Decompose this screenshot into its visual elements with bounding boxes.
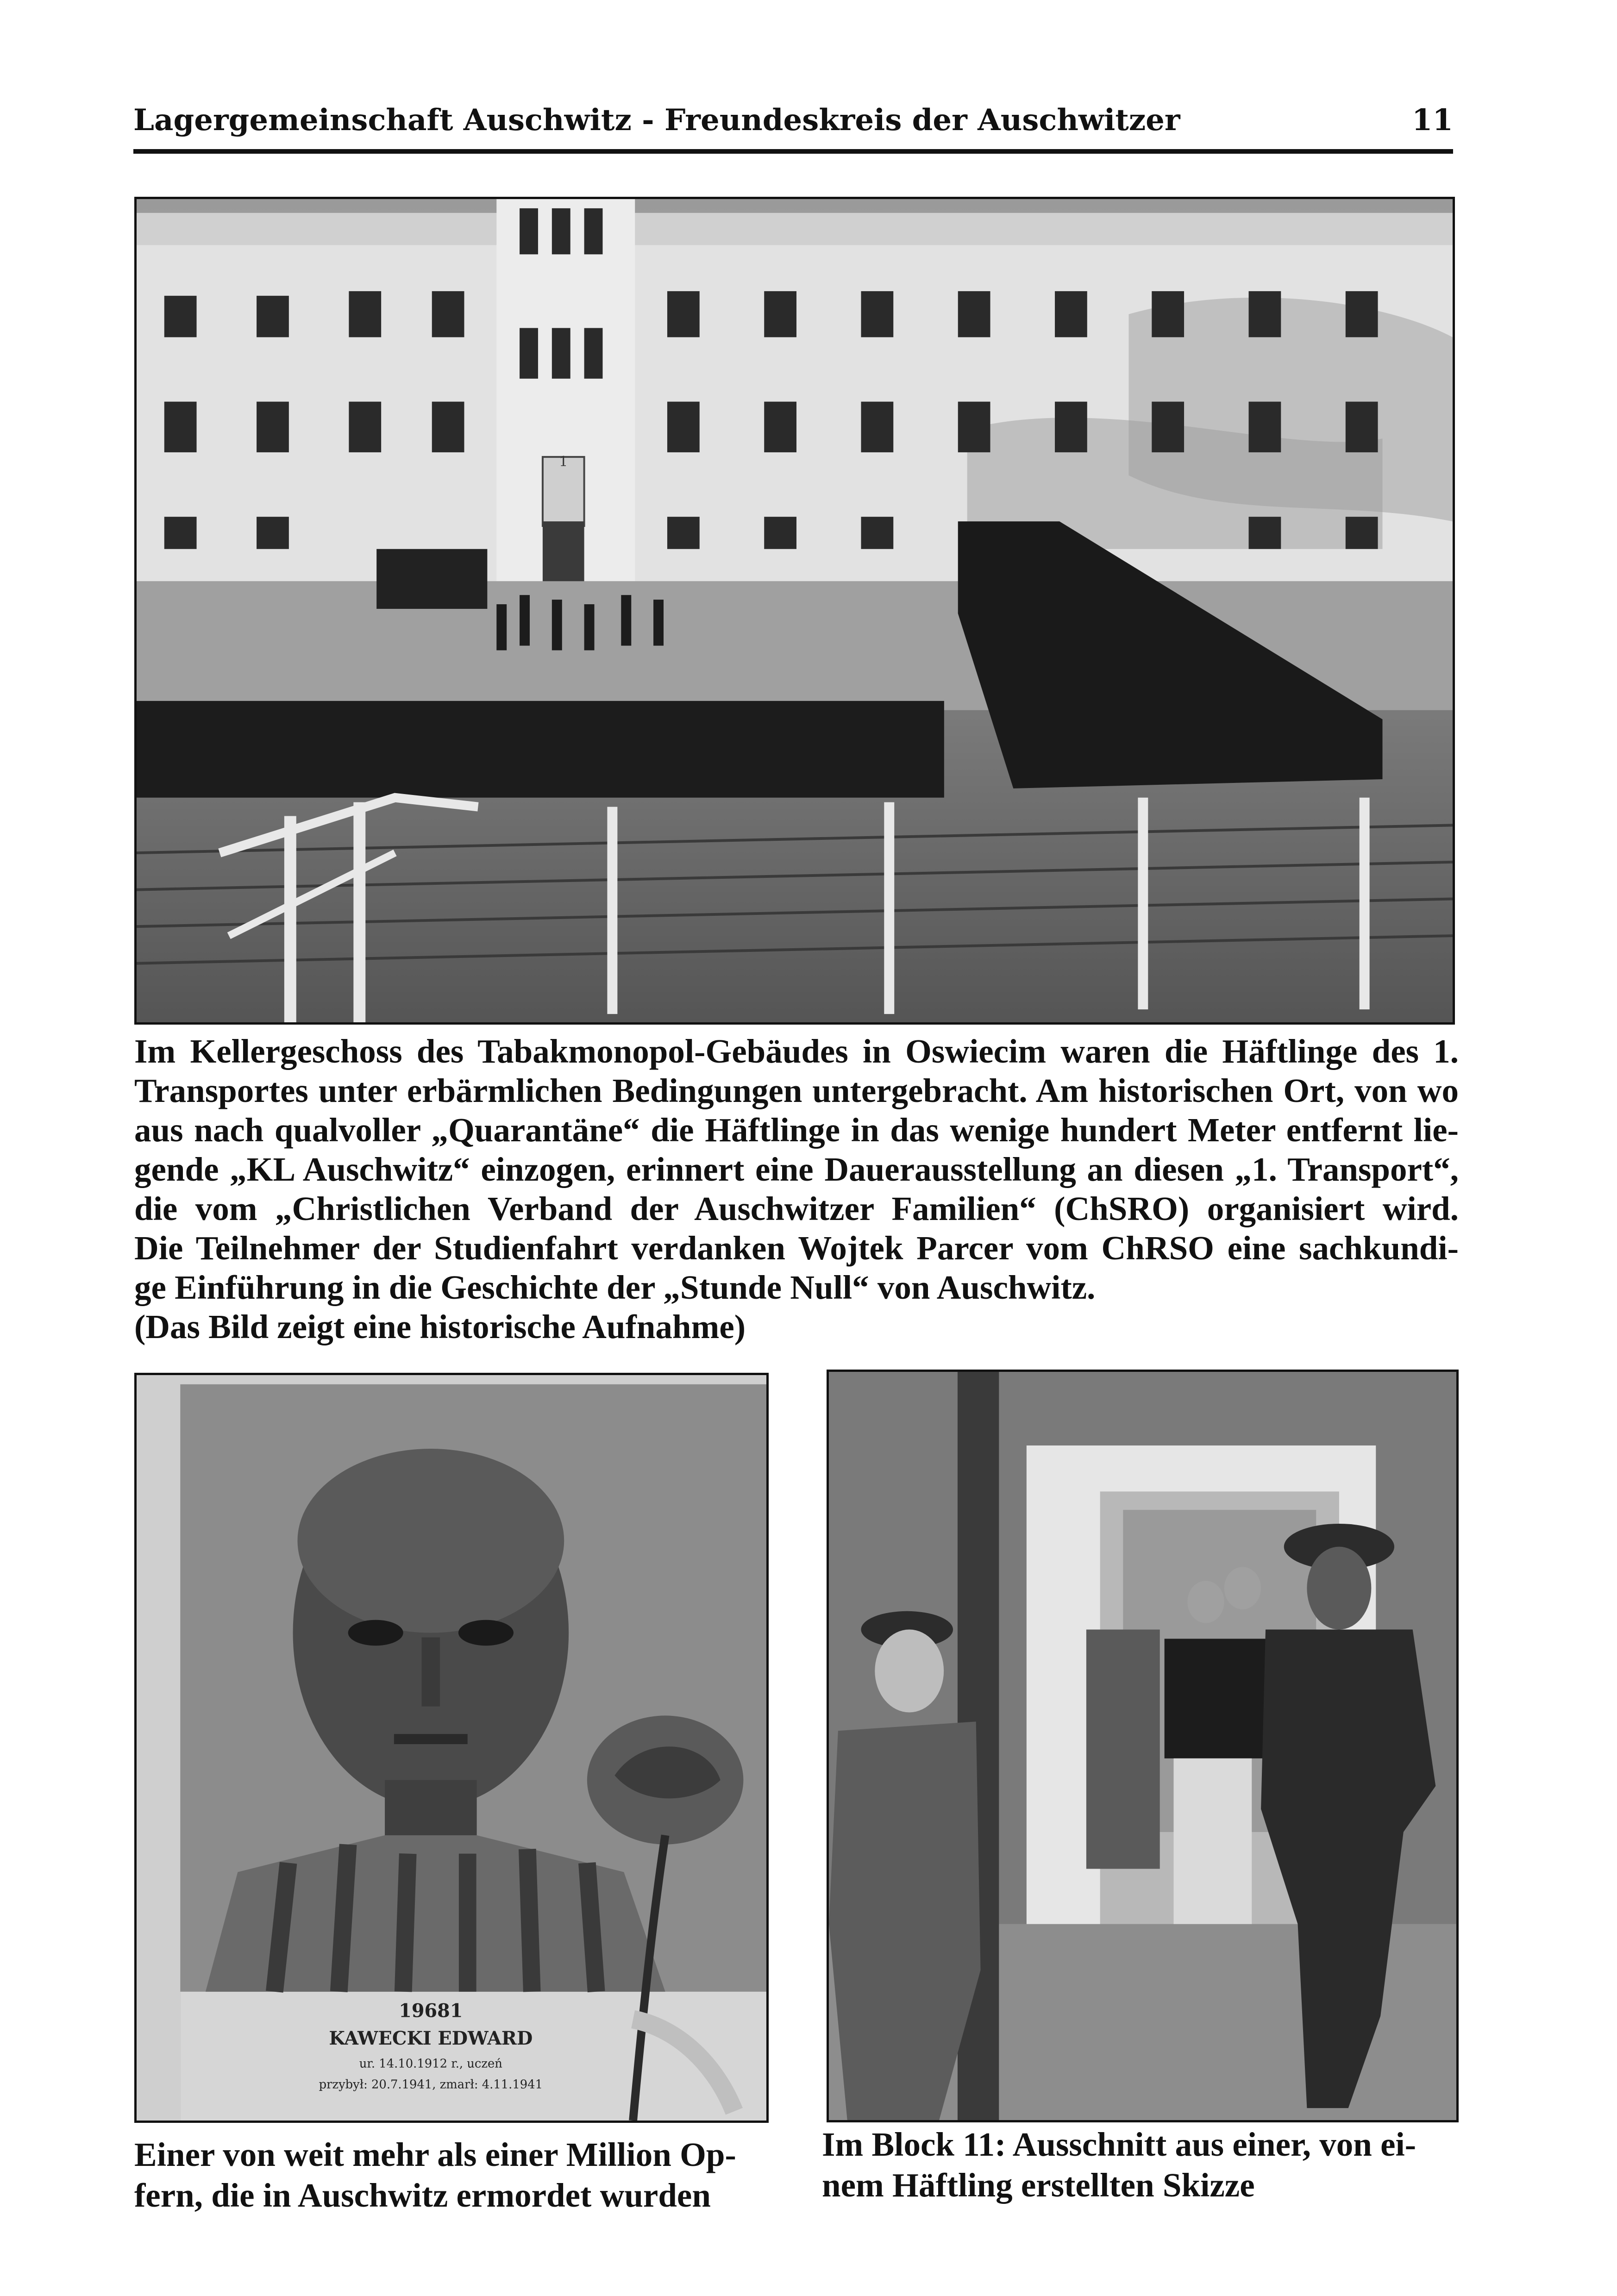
- header-rule: [133, 149, 1453, 154]
- prisoner-name: KAWECKI EDWARD: [329, 2027, 533, 2050]
- block11-sketch-illustration: [829, 1372, 1456, 2120]
- page-number: 11: [1411, 103, 1453, 138]
- main-photo-caption: [134, 1032, 1459, 1346]
- caption-line: Im Kellergeschoss des Tabakmonopol-Gebäudes in Oswiecim waren die Häftlinge des 1.: [134, 1032, 1459, 1070]
- prisoner-number: 19681: [399, 2000, 463, 2022]
- prisoner-portrait-illustration: [137, 1375, 766, 2121]
- left-photo-caption: [134, 2134, 769, 2216]
- page-header: [133, 103, 1453, 144]
- historical-photo-building: [134, 197, 1455, 1025]
- caption-line: (Das Bild zeigt eine historische Aufnahme): [134, 1308, 746, 1345]
- caption-line: Einer von weit mehr als einer Million Op-: [134, 2136, 736, 2173]
- prisoner-dates-line: przybył: 20.7.1941, zmarł: 4.11.1941: [319, 2077, 543, 2092]
- caption-line: Im Block 11: Ausschnitt aus einer, von ei-: [822, 2126, 1416, 2163]
- caption-line: Transportes unter erbärmlichen Bedingungen untergebracht. Am historischen Ort, von wo: [134, 1072, 1459, 1109]
- prisoner-portrait-photo: [134, 1373, 769, 2123]
- building-number-label: 1: [559, 453, 568, 470]
- caption-line: die vom „Christlichen Verband der Auschwitzer Familien“ (ChSRO) organisiert wird.: [134, 1190, 1459, 1227]
- block11-sketch-photo: [827, 1370, 1459, 2122]
- prisoner-birth-line: ur. 14.10.1912 r., uczeń: [359, 2057, 502, 2071]
- historical-photo-illustration: [137, 199, 1453, 1022]
- caption-line: aus nach qualvoller „Quarantäne“ die Häftlinge in das wenige hundert Meter entfernt lie-: [134, 1111, 1459, 1149]
- header-title: Lagergemeinschaft Auschwitz - Freundeskreis der Auschwitzer: [133, 103, 1180, 138]
- caption-line: fern, die in Auschwitz ermordet wurden: [134, 2177, 711, 2214]
- right-photo-caption: [822, 2124, 1459, 2206]
- caption-line: Die Teilnehmer der Studienfahrt verdanken Wojtek Parcer vom ChRSO eine sachkundi-: [134, 1229, 1459, 1267]
- caption-line: ge Einführung in die Geschichte der „Stunde Null“ von Auschwitz.: [134, 1269, 1096, 1306]
- caption-line: gende „KL Auschwitz“ einzogen, erinnert eine Dauerausstellung an diesen „1. Transport“,: [134, 1151, 1459, 1188]
- caption-line: nem Häftling erstellten Skizze: [822, 2166, 1255, 2204]
